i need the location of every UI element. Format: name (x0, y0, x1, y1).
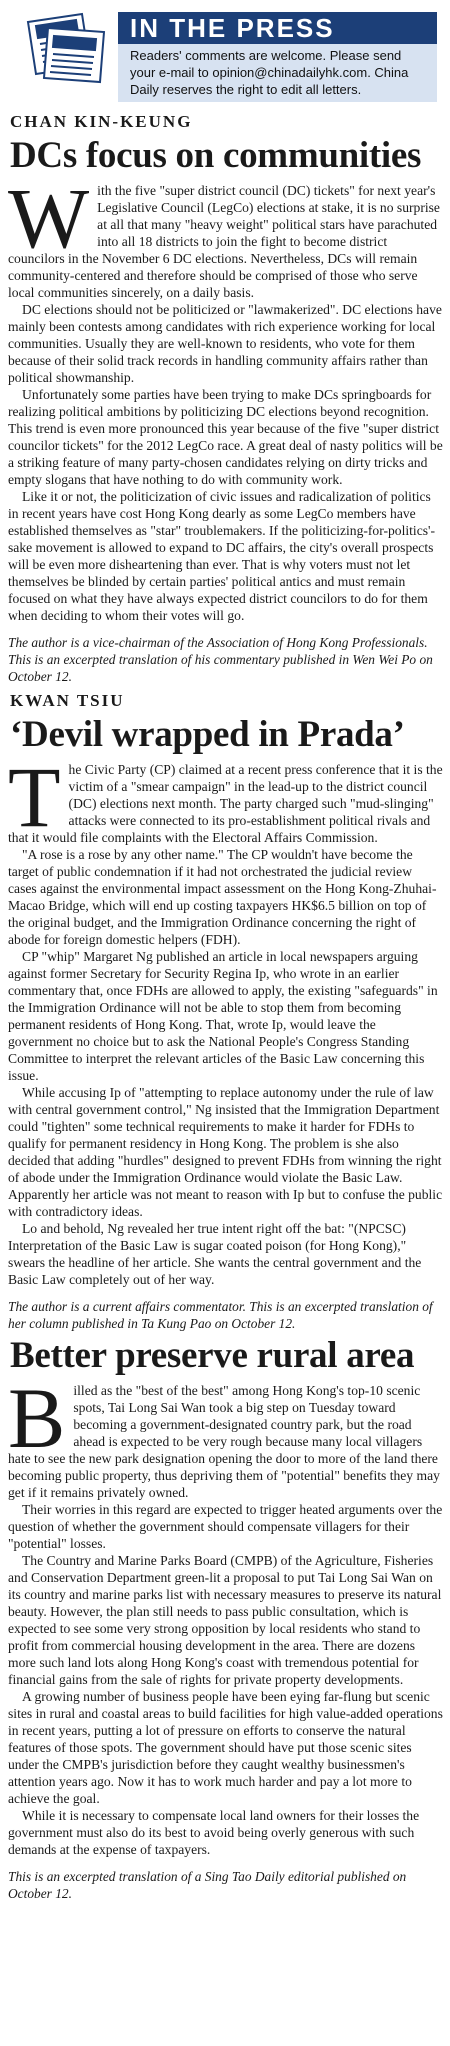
article-paragraph: DC elections should not be politicized or "lawmakerized". DC elections have mainly been contests among candidates with rich experience working for local communities. Usually they are well-known to residents, who vote for them because of their solid track records in handling community affairs rather than political showmanship. (8, 302, 442, 385)
article-paragraph: With the five "super district council (DC) tickets" for next year's Legislative Council (LegCo) elections at stake, it is no surprise at all that many "heavy weight" political stars have parachuted into all 18 districts to join the fight to become district councilors in the November 6 DC elections. Nevertheless, DCs will remain community-centered and therefore should be comprised of those who serve local communities sincerely, on a daily basis. (8, 170, 440, 300)
article-paragraph: Billed as the "best of the best" among Hong Kong's top-10 scenic spots, Tai Long Sai Wan took a big step on Tuesday toward becoming a government-designated country park, but the road ahead is expected to be very rough because many local villagers hate to see the new park designation opening the door to more of the land there becoming public property, thus depriving them of "potential" benefits they may get if it remains privately owned. (8, 1370, 440, 1500)
article-paragraph: Like it or not, the politicization of civic issues and radicalization of politics in recent years have cost Hong Kong dearly as some LegCo members have established themselves as "star" troublemakers. If the politicizing-for-politics'-sake movement is allowed to expand to DC affairs, the city's overall prospects will be even more disheartening than ever. That is why voters must not let themselves be blinded by certain parties' political antics and must remain focused on what they have always expected district councilors to do for them when deciding to whom their votes will go. (8, 489, 436, 623)
in-the-press-header (8, 6, 443, 106)
drop-cap: T (8, 749, 61, 845)
source-note: This is an excerpted translation of a Sing Tao Daily editorial published on October 12. (8, 1869, 407, 1901)
author-note: The author is a vice-chairman of the Association of Hong Kong Professionals. This is an excerpted translation of his commentary published in Wen Wei Po on October 12. (8, 635, 433, 684)
article-headline: ‘Devil wrapped in Prada’ (10, 714, 405, 755)
drop-cap: W (8, 170, 90, 266)
article-headline: DCs focus on communities (10, 135, 422, 176)
article-paragraph: "A rose is a rose by any other name." The CP wouldn't have become the target of public condemnation if it had not orchestrated the judicial review cases against the environmental impact assessment on the Hong Kong-Zhuhai-Macao Bridge, which will end up costing taxpayers HK$6.5 billion on top of the original budget, and the Immigration Ordinance concerning the right of abode for foreign domestic helpers (FDH). (8, 847, 437, 947)
article-headline: Better preserve rural area (10, 1335, 415, 1376)
author-note: The author is a current affairs commentator. This is an excerpted translation of her column published in Ta Kung Pao on October 12. (8, 1299, 433, 1331)
article-body (8, 170, 443, 624)
article-paragraph: The Country and Marine Parks Board (CMPB) of the Agriculture, Fisheries and Conservation Department green-lit a proposal to put Tai Long Sai Wan on its country and marine parks list with necessary measures to preserve its natural beauty. However, the plan still needs to pass public consultation, which is expected to see some very strong opposition by local residents who stand to profit from commercial housing development in the area. There are dozens more such land lots along Hong Kong's coast with tremendous potential for financial gains from the sale of rights for private property developments. (8, 1553, 442, 1687)
page (0, 6, 450, 2046)
section-title: IN THE PRESS (118, 12, 437, 44)
newspaper-icon (20, 8, 112, 86)
article-paragraph: The Civic Party (CP) claimed at a recent press conference that it is the victim of a "smear campaign" in the lead-up to the district council (DC) elections next month. The party charged such "mud-slinging" attacks were connected to its pro-establishment political rivals and that it would file complaints with the Electoral Affairs Commission. (8, 749, 443, 845)
article-paragraph: While it is necessary to compensate local land owners for their losses the government must also do its best to avoid being overly generous with such demands at the expense of taxpayers. (8, 1808, 420, 1857)
article-paragraph: Their worries in this regard are expected to trigger heated arguments over the question of whether the government should compensate villagers for their "potential" losses. (8, 1502, 443, 1551)
article-paragraph: While accusing Ip of "attempting to replace autonomy under the rule of law with central government control," Ng insisted that the Immigration Department could "tighten" some technical requirements to make it harder for FDHs to qualify for permanent residency in Hong Kong. The problem is she also decided that adding "hurdles" designed to prevent FDHs from winning the right of abode under the Immigration Ordinance would violate the Basic Law. Apparently her article was not meant to reason with Ip but to confuse the public with contradictory ideas. (8, 1085, 443, 1219)
letters-note: Readers' comments are welcome. Please send your e-mail to opinion@chinadailyhk.com. China Daily reserves the right to edit all letters. (118, 44, 437, 102)
article-paragraph: Unfortunately some parties have been trying to make DCs springboards for realizing political ambitions by politicizing DC elections beyond recognition. This trend is even more pronounced this year because of the five "super district councilor tickets" for the 2012 LegCo race. A great deal of nasty politics will be a striking feature of many party-chosen candidates relying on dirty tricks and empty slogans that have nothing to do with community work. (8, 387, 443, 487)
article-body (8, 749, 443, 1288)
article-byline: CHAN KIN-KEUNG (10, 112, 193, 131)
article-paragraph: A growing number of business people have been eying far-flung but scenic sites in rural and coastal areas to build facilities for high value-added operations in recent years, putting a lot of pressure on efforts to conserve the natural features of those spots. The government should have put those scenic sites under the CMPB's jurisdiction before they caught wealthy businessmen's attention years ago. Now it has to work much harder and pay a lot more to achieve the goal. (8, 1689, 443, 1806)
article-paragraph: CP "whip" Margaret Ng published an article in local newspapers arguing against former Secretary for Security Regina Ip, who wrote in an earlier commentary that, once FDHs are allowed to apply, the existing "safeguards" in the Immigration Ordinance will not be able to stop them from becoming permanent residents of Hong Kong. That, wrote Ip, would leave the government no choice but to ask the National People's Congress Standing Committee to interpret the relevant articles of the Basic Law concerning this issue. (8, 949, 438, 1083)
article-paragraph: Lo and behold, Ng revealed her true intent right off the bat: "(NPCSC) Interpretation of the Basic Law is sugar coated poison (for Hong Kong)," swears the headline of her article. She wants the central government and the Basic Law completely out of her way. (8, 1221, 422, 1287)
article-body (8, 1370, 443, 1858)
drop-cap: B (8, 1370, 66, 1466)
article-byline: KWAN TSIU (10, 691, 125, 710)
